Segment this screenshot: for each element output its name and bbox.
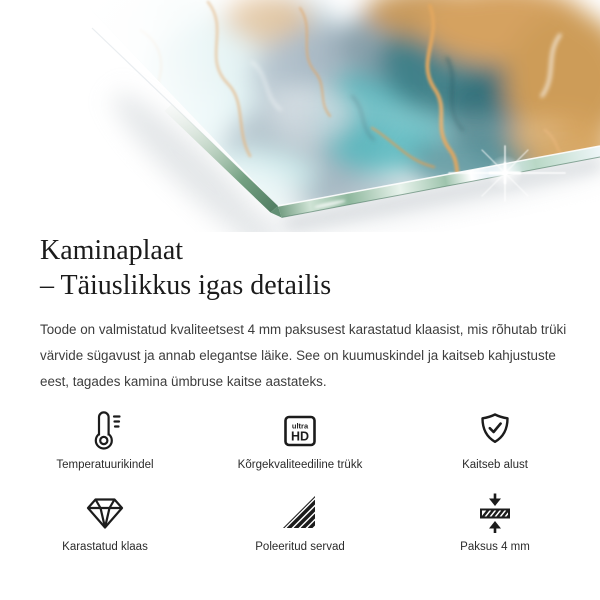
glass-panel-artwork bbox=[0, 0, 600, 232]
feature-label: Poleeritud servad bbox=[255, 541, 345, 553]
thermometer-icon bbox=[83, 409, 127, 453]
page-title-line2: – Täiuslikkus igas detailis bbox=[40, 270, 332, 301]
feature-polished-edges bbox=[180, 478, 420, 554]
ultra-hd-icon bbox=[278, 409, 322, 453]
description-section bbox=[40, 233, 567, 395]
thickness-4mm-icon bbox=[473, 491, 517, 535]
feature-temperature bbox=[30, 396, 180, 472]
page-title bbox=[40, 233, 567, 303]
features-grid bbox=[30, 396, 570, 560]
feature-tempered-glass bbox=[30, 478, 180, 554]
feature-label: Karastatud klaas bbox=[62, 541, 148, 553]
shield-check-icon bbox=[473, 409, 517, 453]
diamond-icon bbox=[83, 491, 127, 535]
page-title-line1: Kaminaplaat bbox=[40, 235, 184, 266]
feature-protects-base bbox=[420, 396, 570, 472]
polished-edges-icon bbox=[278, 491, 322, 535]
ultra-hd-text-bottom: HD bbox=[290, 429, 310, 444]
feature-label: Kaitseb alust bbox=[462, 459, 528, 471]
ultra-hd-text-top: ultra bbox=[291, 421, 309, 431]
intro-paragraph: Toode on valmistatud kvaliteetsest 4 mm paksusest karastatud klaasist, mis rõhutab trüki värvide sügavust ja annab elegantse läike. See on kuumuskindel ja kaitseb kahjustuste eest, tagades kamina ümbruse kaitse aastateks. bbox=[40, 322, 567, 389]
feature-label: Paksus 4 mm bbox=[460, 541, 530, 553]
feature-thickness bbox=[420, 478, 570, 554]
hero-product-image bbox=[0, 0, 600, 232]
feature-label: Kõrgekvaliteediline trükk bbox=[237, 459, 363, 471]
feature-label: Temperatuurikindel bbox=[56, 459, 154, 471]
feature-print-quality bbox=[180, 396, 420, 472]
